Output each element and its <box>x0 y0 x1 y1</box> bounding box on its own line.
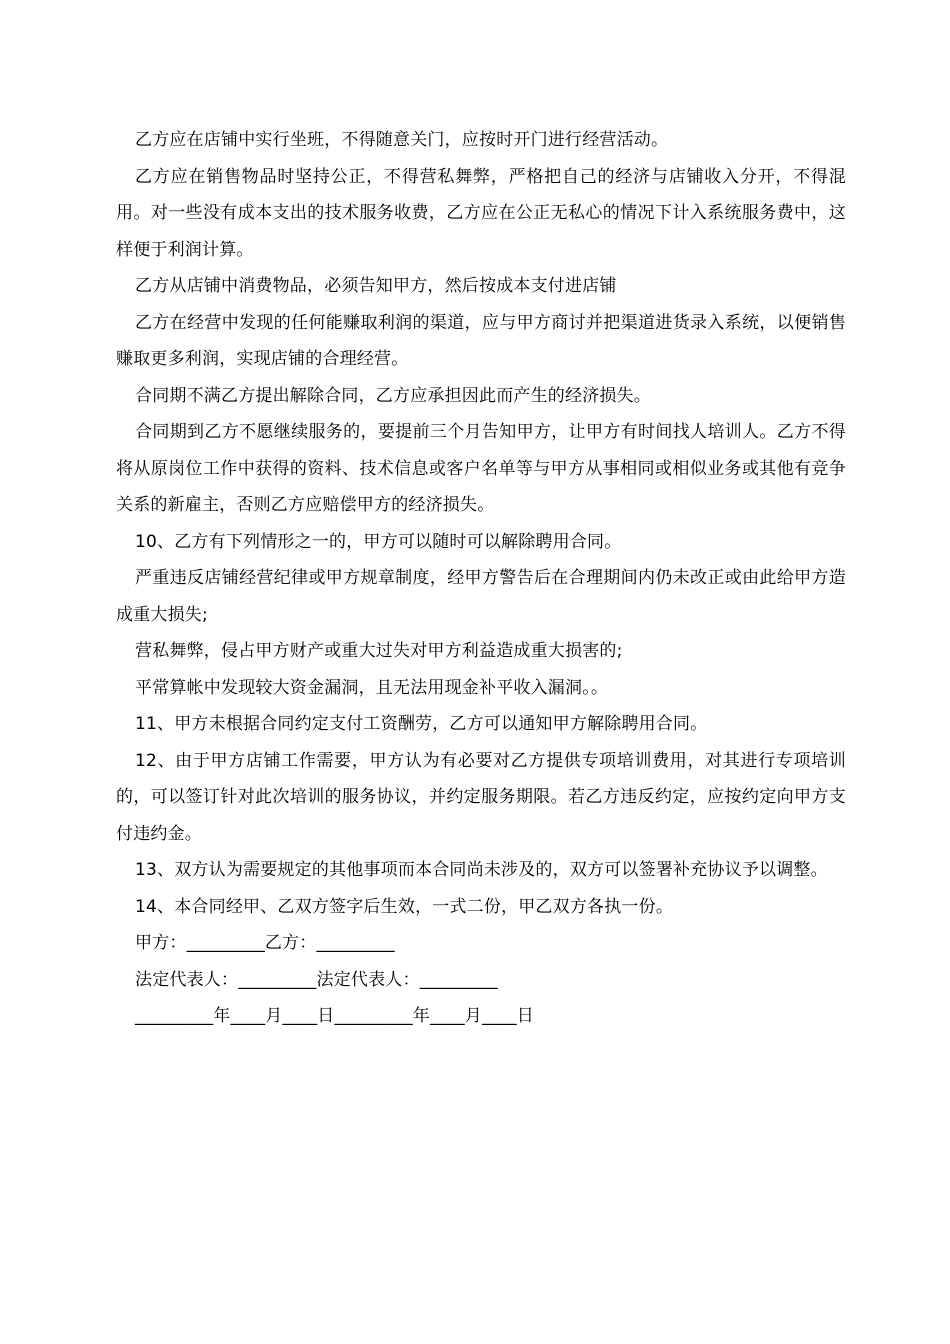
clause-10: 10、乙方有下列情形之一的，甲方可以随时可以解除聘用合同。 <box>135 531 622 552</box>
clause-10-item-1: 严重违反店铺经营纪律或甲方规章制度，经甲方警告后在合理期间内仍未改正或由此给甲方造成重大损失; <box>116 568 846 625</box>
paragraph-4: 乙方在经营中发现的任何能赚取利润的渠道，应与甲方商讨并把渠道进货录入系统，以便销售赚取更多利润，实现店铺的合理经营。 <box>116 312 846 369</box>
paragraph-1: 乙方应在店铺中实行坐班，不得随意关门，应按时开门进行经营活动。 <box>135 130 669 150</box>
clause-12: 12、由于甲方店铺工作需要，甲方认为有必要对乙方提供专项培训费用，对其进行专项培训的，可以签订针对此次培训的服务协议，并约定服务期限。若乙方违反约定，应按约定向甲方支付违约金。 <box>116 750 846 844</box>
clause-13: 13、双方认为需要规定的其他事项而本合同尚未涉及的，双方可以签署补充协议予以调整。 <box>135 860 828 880</box>
paragraph-6: 合同期到乙方不愿继续服务的，要提前三个月告知甲方，让甲方有时间找人培训人。乙方不得将从原岗位工作中获得的资料、技术信息或客户名单等与甲方从事相同或相似业务或其他有竞争关系的新雇主，否则乙方应赔偿甲方的经济损失。 <box>116 422 846 515</box>
contract-body <box>116 122 846 1035</box>
paragraph-5: 合同期不满乙方提出解除合同，乙方应承担因此而产生的经济损失。 <box>135 385 651 406</box>
signature-representatives: 法定代表人：_________法定代表人：_________ <box>135 969 498 990</box>
clause-11: 11、甲方未根据合同约定支付工资酬劳，乙方可以通知甲方解除聘用合同。 <box>135 714 708 734</box>
paragraph-3: 乙方从店铺中消费物品，必须告知甲方，然后按成本支付进店铺 <box>135 276 617 296</box>
signature-dates: _________年____月____日_________年____月____日 <box>135 1006 534 1026</box>
clause-14: 14、本合同经甲、乙双方签字后生效，一式二份，甲乙双方各执一份。 <box>135 896 674 917</box>
paragraph-2: 乙方应在销售物品时坚持公正，不得营私舞弊，严格把自己的经济与店铺收入分开，不得混用。对一些没有成本支出的技术服务收费，乙方应在公正无私心的情况下计入系统服务费中，这样便于利润计算。 <box>116 166 846 260</box>
clause-10-item-3: 平常算帐中发现较大资金漏洞，且无法用现金补平收入漏洞。。 <box>135 677 609 698</box>
signature-parties: 甲方：_________乙方：_________ <box>135 933 395 953</box>
clause-10-item-2: 营私舞弊，侵占甲方财产或重大过失对甲方利益造成重大损害的; <box>135 641 623 661</box>
